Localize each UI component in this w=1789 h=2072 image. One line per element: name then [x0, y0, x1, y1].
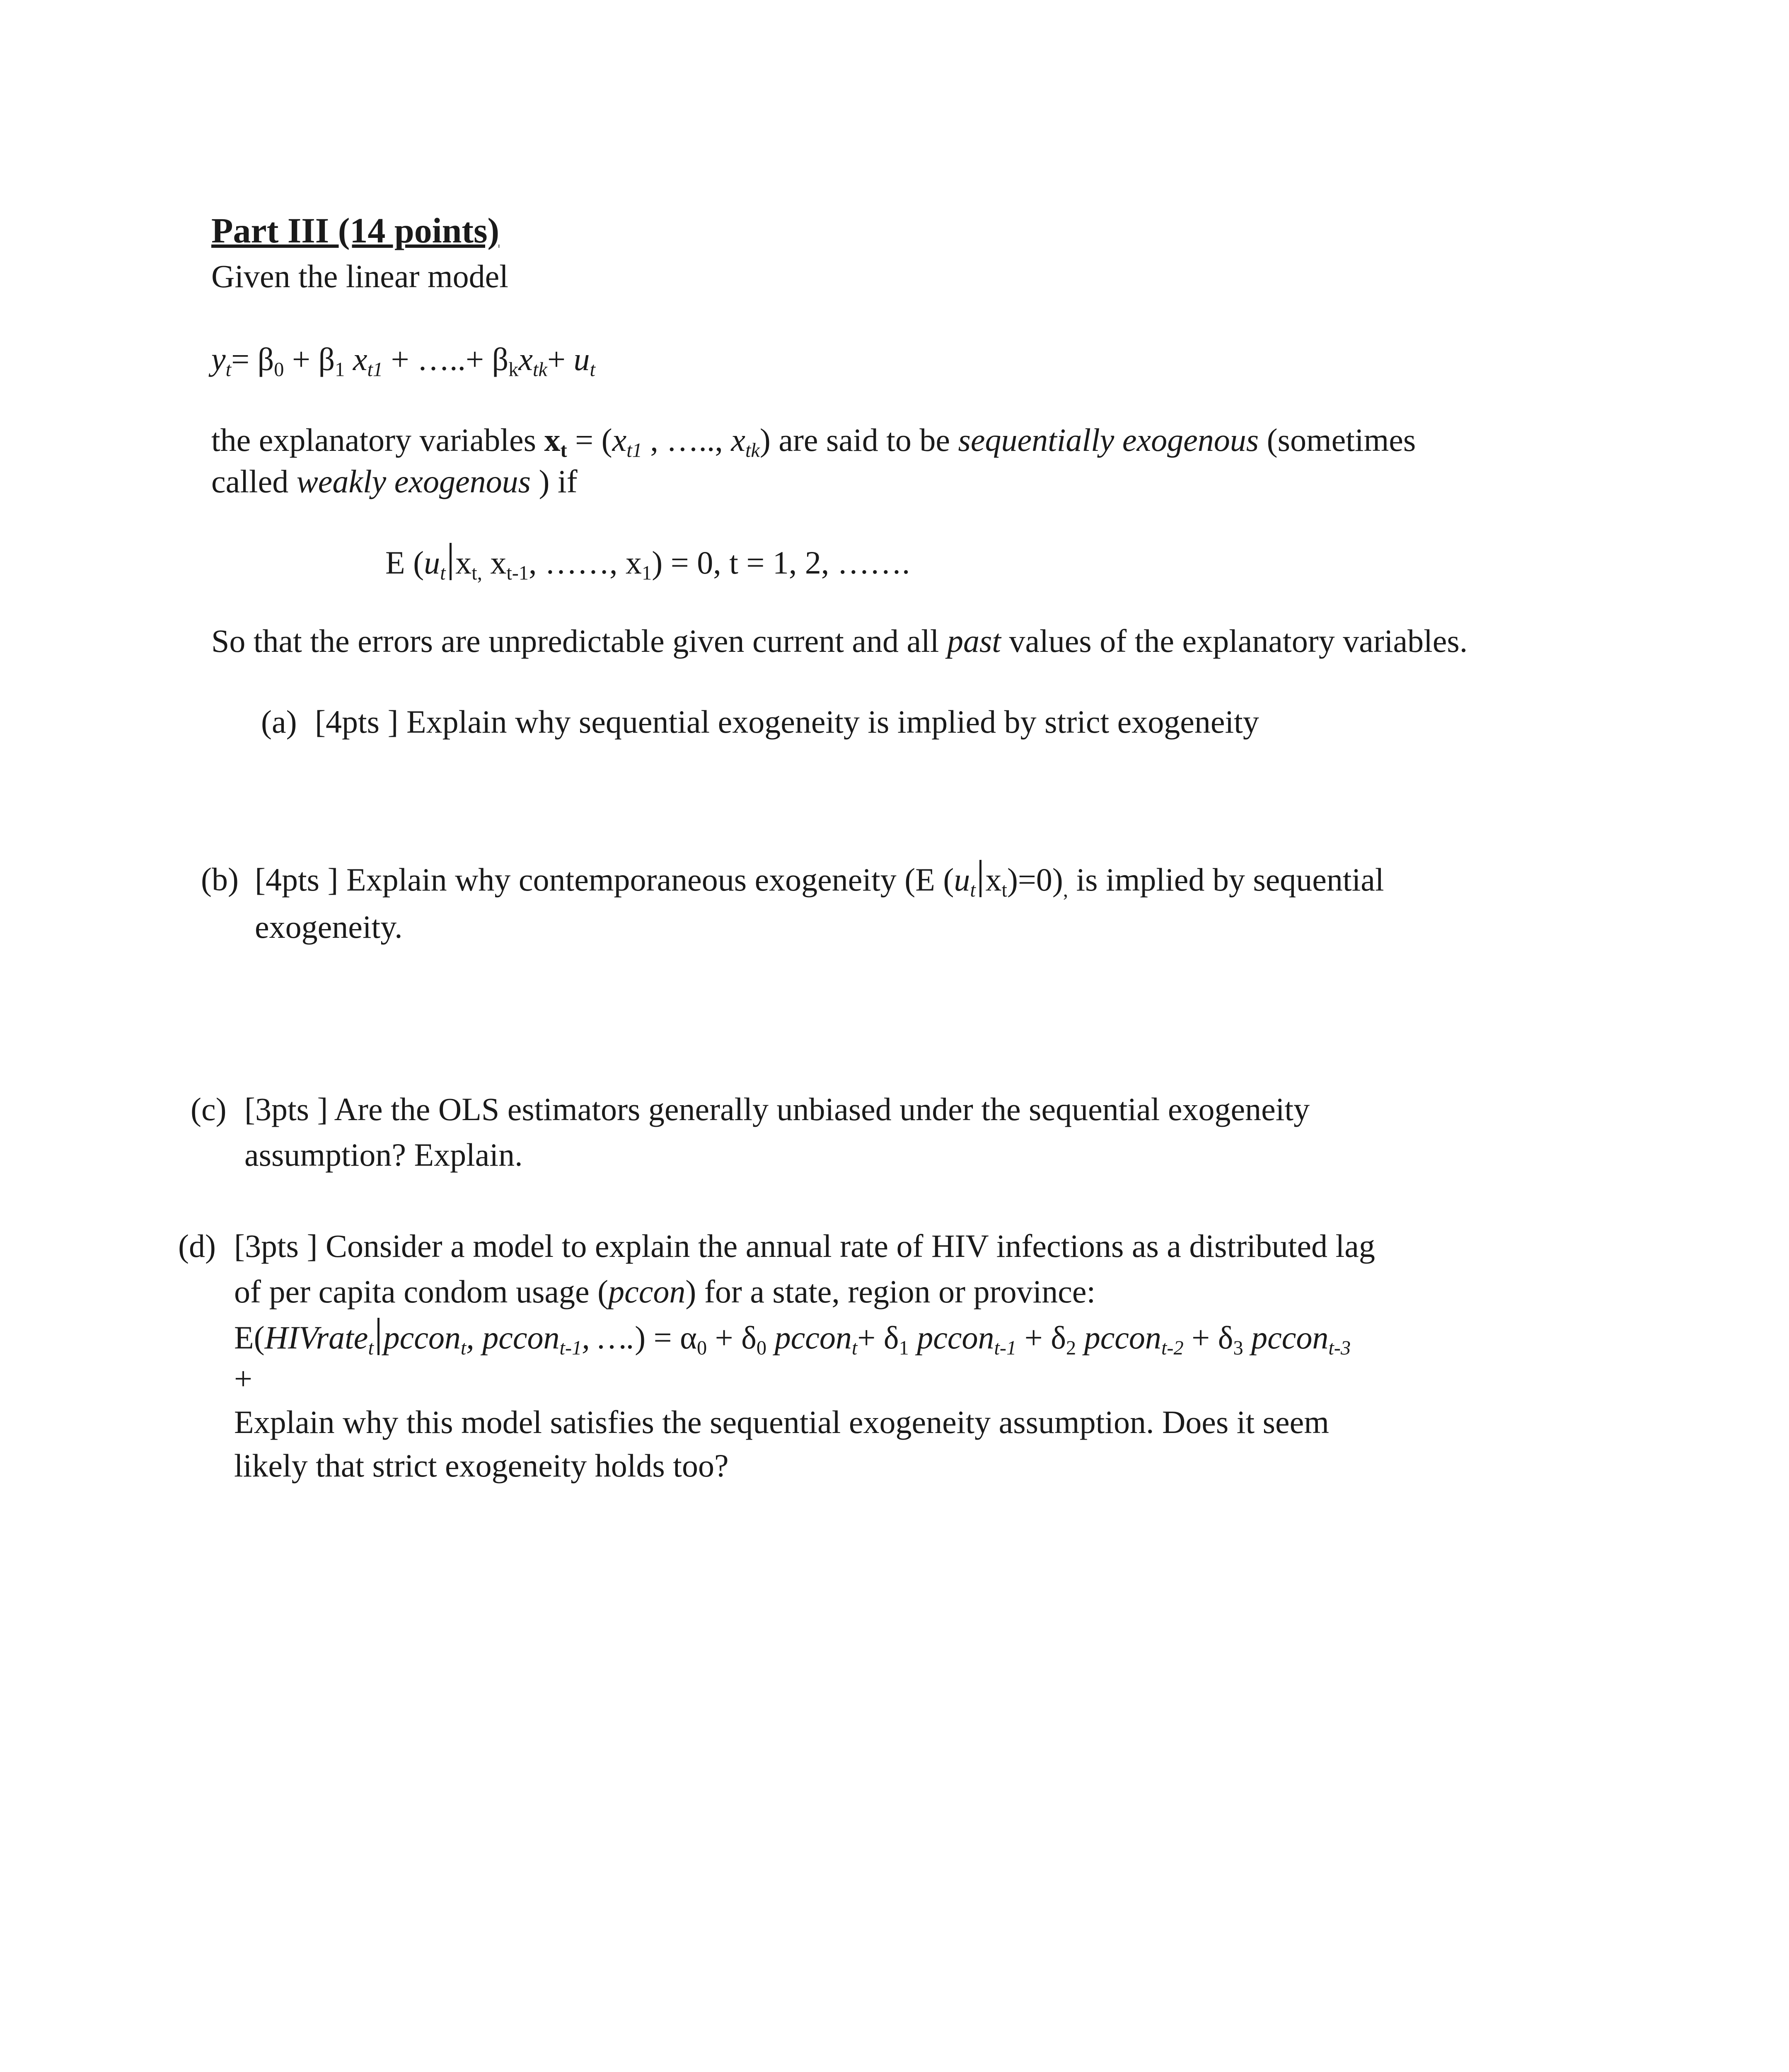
question-b-line-2: exogeneity.	[255, 909, 403, 945]
equation-continuation: +	[234, 1360, 252, 1397]
question-d-line-4: Explain why this model satisfies the sequential exogeneity assumption. Does it seem	[234, 1404, 1329, 1440]
conditional-bar	[377, 1318, 380, 1355]
question-c-line-1: [3pts ] Are the OLS estimators generally unbiased under the sequential exogeneity	[244, 1091, 1310, 1127]
question-b-line-1: [4pts ] Explain why contemporaneous exogeneity (E ($u_t$ $x_t)=0)_,$ is implied by sequential	[255, 860, 1384, 899]
distributed-lag-equation: E(HIVrate$_t$ pccon$_t$, pccon$_{t-1}$, ….) = $\alpha_0 + \delta_0$ pccon$_t$+ $\delta_1$ pccon$_{t-1}$ + $\delta_2$ pccon$_{t-2}$ + $\delta_3$ pccon$_{t-3}$	[234, 1318, 1351, 1357]
question-a-text: [4pts ] Explain why sequential exogeneity is implied by strict exogeneity	[315, 704, 1259, 740]
definition-line-2: called weakly exogenous ) if	[211, 463, 578, 499]
question-d-line-2: of per capita condom usage (pccon) for a state, region or province:	[234, 1273, 1096, 1310]
question-d-line-1: [3pts ] Consider a model to explain the annual rate of HIV infections as a distributed lag	[234, 1228, 1375, 1264]
page-title: Part III (14 points)	[211, 211, 500, 250]
question-b-label: (b)	[201, 861, 239, 897]
conditional-bar	[979, 860, 982, 897]
conditional-bar	[450, 543, 452, 580]
question-d-label: (d)	[178, 1228, 216, 1264]
question-c-label: (c)	[191, 1091, 227, 1127]
question-d-line-5: likely that strict exogeneity holds too?	[234, 1447, 729, 1484]
intro-text: Given the linear model	[211, 258, 508, 294]
question-a-label: (a)	[261, 704, 297, 740]
exogeneity-condition: E ($u_t$ $x_{t,}$ $x_{t-1}$, ……, $x_1) = 0$, t = 1, 2, …….	[385, 543, 910, 582]
question-c-line-2: assumption? Explain.	[244, 1137, 523, 1173]
linear-model-equation: $y_t= \beta_0 + \beta_1$ $x_{t1}$ + …..+ $\beta_kx_{tk}+ u_t$	[211, 341, 595, 381]
consequence-text: So that the errors are unpredictable given current and all past values of the explanatory variables.	[211, 623, 1468, 659]
definition-line-1: the explanatory variables $x_t = (x_{t1}$ , ….., $x_{tk}$) are said to be sequentially exogenous (sometimes	[211, 422, 1416, 462]
